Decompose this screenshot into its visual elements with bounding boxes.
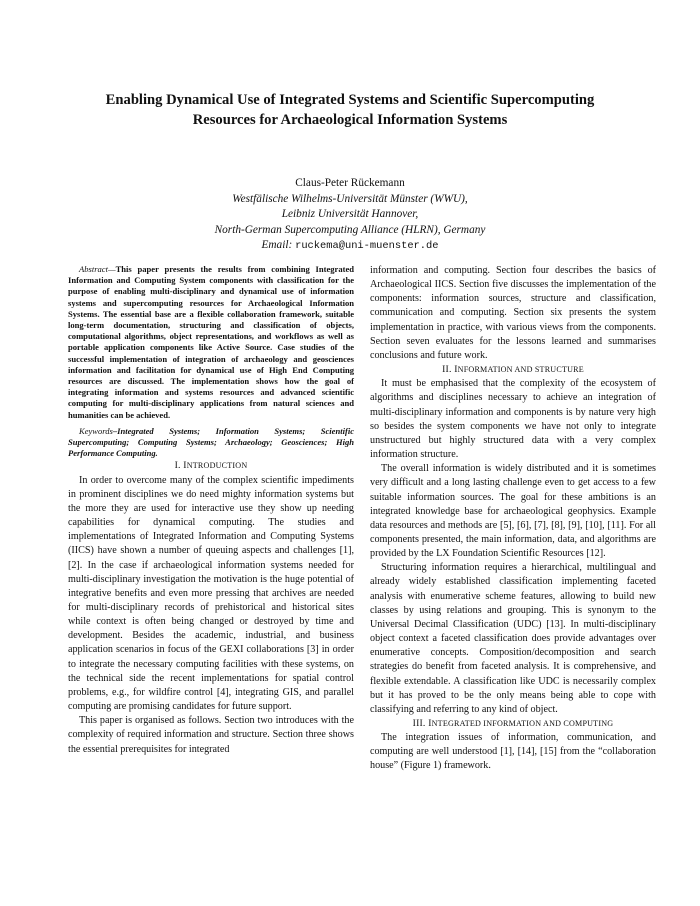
- keywords-lead: Keywords: [79, 425, 113, 436]
- paragraph-info-1: It must be emphasised that the complexity of the ecosystem of algorithms and disciplines necessary to achieve an integration of multi-disciplinary information and components is by nature very high so besides the system components we have not only to integrate unstructured but highly structured data with a very complex information structure.: [370, 378, 656, 461]
- paragraph-intro-continued: information and computing. Section four describes the basics of Archaeological IICS. Section five discusses the implementation of the components: information sources, structure and classification, communication and computing. Section six presents the system implementation in practice, with various views from the components. Section seven evaluates for the lessons learned and summarises conclusions and future work.: [370, 265, 656, 361]
- section-heading-introduction: I. INTRODUCTION: [174, 460, 248, 472]
- section-heading-information-structure: II. INFORMATION AND STRUCTURE: [442, 364, 584, 376]
- paragraph-intro-1: In order to overcome many of the complex scientific impediments in prominent disciplines we do need mighty information systems but the more they are used for interactive use they show up needing capabilities for dynamical computing. The studies and implementations of Integrated Information and Computing Systems (IICS) have shown a number of queuing aspects and challenges [1], [2]. In the case if archaeological information systems needed for multi-disciplinary investigation the motivation is the huge potential of integrative benefits and even more pressing that archives are needed for multi-disciplinary records of prehistorical and historical sites while context is often being changed or destroyed by time and development. Besides the academic, industrial, and business application scenarios in focus of the GEXI collaborations [3] in order to integrate the necessary computing facilities with these systems, on the technical side the recent implementations for spatial control problems, e.g., for wildfire control [4], integrating GIS, and parallel computing are promising candidates for future support.: [68, 474, 354, 713]
- author-email: ruckema@uni-muenster.de: [295, 240, 439, 252]
- abstract-text: This paper presents the results from combining Integrated Information and Computing System components with classification for the purpose of enabling multi-disciplinary and dynamical use of information systems and supercomputing resources for Archaeological Information Systems. The essential base are a flexible collaboration framework, suitable long-term documentation, structuring and classification of objects, computational algorithms, object representations, and workflows as well as portable application components like Active Source. Case studies of the successful implementation of integration of archaeology and geosciences information and facilitation for dynamical use of High End Computing resources are discussed. The implementation shows how the goal of integrating information and systems resources and advanced scientific computing for multi-disciplinary applications from natural sciences and humanities can be achieved.: [68, 264, 354, 420]
- author-affiliation-2: Leibniz Universität Hannover,: [281, 208, 419, 220]
- author-affiliation-3: North-German Supercomputing Alliance (HLRN), Germany: [214, 223, 486, 236]
- section-heading-integrated-computing: III. INTEGRATED INFORMATION AND COMPUTING: [412, 718, 614, 729]
- author-affiliation-1: Westfälische Wilhelms-Universität Münster (WWU),: [232, 192, 468, 205]
- author-email-line: [40, 238, 660, 255]
- email-label: Email:: [261, 239, 293, 251]
- author-name: Claus-Peter Rückemann: [295, 177, 405, 189]
- abstract-lead: Abstract—: [79, 264, 116, 274]
- paragraph-info-3: Structuring information requires a hierarchical, multilingual and already widely established classification implementing faceted analysis with enumerative scheme features, allowing to build new classes by using relations and grouping. This is synonym to the Universal Decimal Classification (UDC) [13]. In multi-disciplinary object context a faceted classification does provide advantages over enumerative concepts. Composition/decomposition and search strategies do benefit from faceted analysis. It is comprehensive, and flexible extendable. A classification like UDC is necessarily complex but it has proved to be the only means being able to cope with classifying and referring to any kind of object.: [370, 562, 656, 715]
- keywords: [68, 426, 354, 460]
- keywords-text: –Integrated Systems; Information Systems; Scientific Supercomputing; Computing Systems; Archaeology; Geosciences; High Performance Computing.: [68, 425, 354, 459]
- paragraph-info-2: The overall information is widely distributed and it is sometimes very difficult and a long lasting challenge even to get access to a few suitable information sources. The goal for these ambitions is an integrated knowledge base for archaeological geophysics. Example data resources and methods are [5], [6], [7], [8], [9], [10], [11]. For all components presented, the main information, data, and algorithms are provided by the LX Foundation Scientific Resources [12].: [370, 463, 656, 560]
- right-column: [370, 264, 656, 774]
- abstract: [68, 264, 354, 421]
- title-line-1: Enabling Dynamical Use of Integrated Systems and Scientific Supercomputing: [105, 92, 595, 108]
- paragraph-integration-1: The integration issues of information, communication, and computing are well understood [1], [14], [15] from the “collaboration house” (Figure 1) framework.: [370, 732, 656, 772]
- title-line-2: Resources for Archaeological Information Systems: [192, 111, 508, 128]
- left-column: [68, 264, 354, 757]
- paragraph-intro-2: This paper is organised as follows. Section two introduces with the complexity of required information and structure. Section three shows the essential prerequisites for integrated: [68, 715, 354, 755]
- paper-title: [40, 91, 660, 130]
- author-block: [40, 176, 660, 255]
